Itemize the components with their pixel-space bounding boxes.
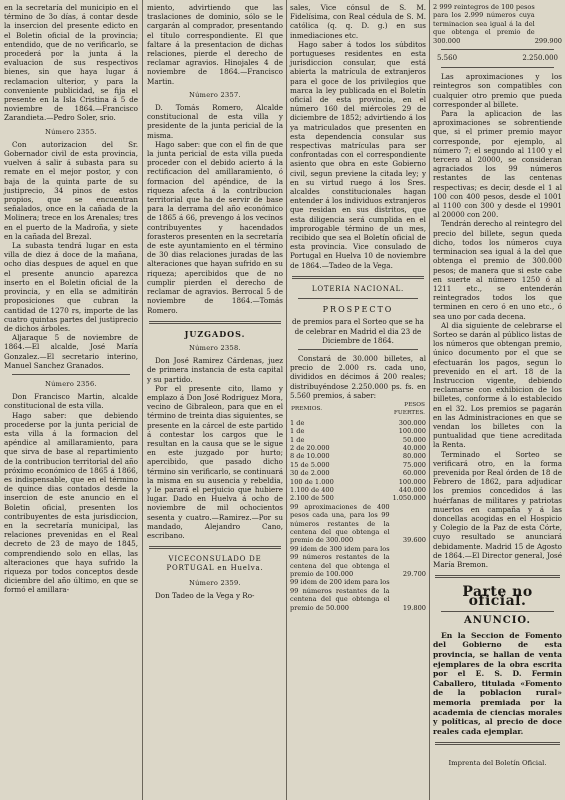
prize-amount: 1.050.000 [392, 494, 426, 503]
separator [149, 321, 281, 324]
announcement-text: En la Seccion de Fomento del Gobierno de esta provincia, se hallan de venta ejemplares de la obra escrita por el E. S. D. Fermin Caballero, titulada «Fomento de la poblacion rural» memoria premiada por la academia de ciencias morales y políticas, al precio de doce reales cada ejemplar. [433, 630, 562, 736]
column-4 [430, 0, 565, 800]
lottery-rule: Al dia siguiente de celebrarse el Sorteo se darán al público listas de los números que obtengan premio, único documento por el que se efectuarán los pagos, segun lo prevenido en el art. 18 de la Instruccion vigente, debiendo reclamarse con exhibicion de los billetes, conforme á lo establecido en el 32. Los premios se pagarán en las Administraciones en que se vendan los billetes con la puntualidad que tiene acreditada la Renta. [433, 320, 562, 450]
notice-number: Número 2358. [189, 343, 241, 352]
prize-label: 8 de 10.000 [290, 452, 330, 461]
notice-number: Número 2356. [45, 379, 97, 388]
mayor-notice: Hago saber: que debiendo procederse por la junta pericial de esta villa á la formacion del apéndice al amillaramiento, para que sirva de base al repartimiento de la contribucion territorial del año próximo económico de 1865 á 1866, es indispensable, que en el término de quince dias contados desde la insercion de este anuncio en el Boletin oficial, presenten los contribuyentes de esta jurisdiccion, en la secretaría municipal, las relaciones prevenidas en el Real decreto de 23 de mayo de 1845, comprendiendo solo en ellas, las alteraciones que haya sufrido la riqueza por todos conceptos desde diciembre del año último, en que se formó el amillara- [4, 410, 138, 595]
total-prizes: 5.560 [437, 54, 458, 63]
auction-signature: Aljaraque 5 de noviembre de 1864.—El alcalde, José María Gonzalez.—El secretario interino, Manuel Sanchez Granados. [4, 333, 138, 370]
edict-ending: en la secretaría del municipio en el término de 3o días, á contar desde la insercion del presente edicto en el Boletin oficial de la provincia; entendido, que de no verificarlo, se procederá por la junta á la evaluacion de sus respectivos bienes, sin que haya lugar á reclamacion ulterior, y para la conveniente publicidad, se fija el presente en la Isla Cristina á 5 de noviembre de 1864.—Francisco Zarandieta.—Pedro Soler, srio. [4, 3, 138, 123]
prize-amount: 50.000 [402, 435, 426, 444]
mayor-heading: D. Tomás Romero, Alcalde constitucional de esta villa y presidente de la junta pericial de la misma. [147, 103, 283, 140]
separator [435, 575, 560, 578]
section-heading: LOTERIA NACIONAL. [311, 284, 405, 293]
approx-amount: 299.900 [534, 36, 562, 45]
mayor-notice: Hago saber: que con el fin de que la junta pericial de esta villa pueda proceder con el debido acierto á la rectificacion del amillaramiento, ó formacion del apéndice, de la riqueza afecta á la contribucion territorial que ha de servir de base para la derrama del año económico de 1865 á 66, prevengo á los vecinos contribuyentes y hacendados forasteros presenten en la secretaría de este ayuntamiento en el término de 30 dias relaciones juradas de las alteraciones que hayan sufrido en su riqueza; apercibidos que de no cumplir pierden el derecho de reclamar de agravios. Berrocal 5 de noviembre de 1864.—Tomás Romero. [147, 139, 283, 315]
approx-label: 2 999 reintegros de 100 pesos para los 2.999 números cuya terminacion sea igual á la del que obtenga el premio de 300.000 [433, 3, 535, 45]
column-2 [144, 0, 286, 800]
judge-summons: Por el presente cito, llamo y emplazo á Don José Rodriguez Mora, vecino de Gibraleon, para que en el término de treinta dias siguientes, se presente en la cárcel de este partido á contestar los cargos que le resultan en la causa que se le sigue en este juzgado por hurto; apercibido, que pasado dicho término sin verificarlo, se continuará la misma en su ausencia y rebeldia, y le parará el perjuicio que hubiere lugar. Dado en Huelva á ocho de noviembre de mil ochocientos sesenta y cuatro.—Ramirez.—Por su mandado, Alejandro Cano, escribano. [147, 383, 283, 540]
total-amount: 2.250.000 [522, 54, 558, 63]
prize-table-continued [433, 3, 562, 45]
notice-continuation: miento, advirtiendo que las traslaciones de dominio, sólo se le cargarán al comprador, presentando el título correspondiente. El que faltare á la presentacion de dichas relaciones, pierde el derecho de reclamar agravios. Hinojales 4 de noviembre de 1864.—Francisco Martin. [147, 3, 283, 86]
approx-label: 99 idem de 200 idem para los 99 números restantes de la centena del que obtenga el premio de 50.000 [290, 578, 390, 612]
table-row [290, 545, 426, 579]
section-heading: VICECONSULADO DE PORTUGAL en Huelva. [166, 555, 264, 573]
column-header: PREMIOS. [291, 406, 323, 413]
prize-table [290, 400, 426, 612]
table-row [290, 478, 426, 486]
consul-notice: Hago saber á todos los súbditos portugueses residentes en esta jurisdiccion consular, que está abierta la matrícula de extranjeros para el goce de los privilegios que marca la ley publicada en el Boletín oficial de esta provincia, en el número 160 del miércoles 29 de diciembre de 1852; advirtiendo á los ya matriculados que presenten en esta dependencia consular sus respectivas matrículas para ser confrontadas con el correspondiente asiento que obra en este Gobierno civil, segun previene la citada ley; y en su virtud ruego á los Sres. alcaldes constitucionales hagan entender á los individuos extranjeros que residan en sus distritos, que esta diligencia será cumplida en el improrogable término de un mes, recibido que sea el Boletín oficial de esta provincia. Vice consulado de Portugal en Huelva 10 de noviembre de 1864.—Tadeo de la Vega. [290, 39, 426, 270]
notice-number: Número 2359. [189, 578, 241, 587]
table-row [290, 461, 426, 469]
table-row [290, 578, 426, 612]
prize-label: 1.100 de 400 [290, 485, 334, 494]
table-row [290, 469, 426, 477]
separator [441, 67, 554, 68]
section-title: Parte no oficial. [462, 584, 533, 610]
table-row [290, 444, 426, 452]
prize-label: 1 de [290, 418, 305, 427]
table-row [290, 486, 426, 494]
prize-label: 1 de [290, 435, 305, 444]
auction-details: La subasta tendrá lugar en esta villa de diez á doce de la mañana, ocho dias despues de aquel en que el presente anuncio aparezca inserto en el Boletin oficial de la provincia, y en ella se admitirán proposiciones que cubran la cantidad de 1270 rs, importe de las cuatro quintas partes del justiprecio de dichos árboles. [4, 241, 138, 333]
separator [298, 349, 418, 350]
lottery-rule: Para la aplicacion de las aproximaciones se sobrentiende que, si el primer premio mayor corresponde, por ejemplo, al número 7; el segundo al 1100 y el tercero al 20000, se consideran agraciados los 99 números restantes de las centenas respectivas; es decir, desde el 1 al 100 con 400 pesos, desde el 1001 al 1100 con 300 y desde el 19901 al 20000 con 200. [433, 109, 562, 220]
lottery-rule: Las aproximaciones y los reintegros son compatibles con cualquier otro premio que pueda corresponder al billete. [433, 72, 562, 109]
prospect-title: PROSPECTO [322, 305, 394, 315]
approx-amount: 39.600 [402, 536, 426, 545]
lottery-rule: Terminado el Sorteo se verificará otro, en la forma prevenida por Real órden de 18 de Febrero de 1862, para adjudicar los premios concedidos á las huérfanas de militares y patriotas muertos en campaña y á las doncellas acogidas en el Hospicio y Colegio de la Paz de esta Córte, cuyo resultado se anunciará debidamente. Madrid 15 de Agosto de 1864.—El Director general, José María Bremon. [433, 449, 562, 569]
separator [441, 49, 554, 50]
prize-amount: 60.000 [402, 469, 426, 478]
lottery-rule: Tendrán derecho al reintegro del precio del billete, segun queda dicho, todos los números cuya terminacion sea igual á la del que obtenga el premio de 300.000 pesos; de manera que si este cabe en suerte al número 1250 ó al 1211 etc., se entenderán reintegrados todos los que terminen en cero ó en uno etc., ó sea uno por cada decena. [433, 219, 562, 321]
prize-amount: 75.000 [402, 460, 426, 469]
mayor-heading: Don Francisco Martin, alcalde constitucional de esta villa. [4, 392, 138, 411]
prize-amount: 80.000 [402, 452, 426, 461]
column-rule [142, 0, 143, 800]
prize-amount: 300.000 [398, 418, 426, 427]
prize-label: 2.100 de 500 [290, 494, 334, 503]
notice-number: Número 2355. [45, 127, 97, 136]
announcement-heading: ANUNCIO. [463, 614, 531, 626]
column-3 [287, 0, 429, 800]
prize-label: 1 de [290, 427, 305, 436]
separator [149, 546, 281, 549]
separator [292, 276, 424, 279]
total-row [437, 54, 558, 63]
separator [298, 298, 418, 299]
notice-number: Número 2357. [189, 90, 241, 99]
consul-heading-continued: sales, Vice cónsul de S. M. Fidelísima, con Real cédula de S. M. católica (q. q. D. g.) en sus inmediaciones etc. [290, 3, 426, 40]
approx-label: 99 aproximaciones de 400 pesos cada una, para los 99 números restantes de la centena del que obtenga el premio de 300.000 [290, 502, 390, 545]
prize-label: 100 de 1.000 [290, 477, 334, 486]
prize-amount: 100.000 [398, 427, 426, 436]
approx-amount: 19.800 [402, 603, 426, 612]
table-row [290, 427, 426, 435]
prospect-subtitle: de premios para el Sorteo que se ha de celebrar en Madrid el dia 23 de Diciembre de 1864. [292, 317, 424, 345]
prize-label: 30 de 2.000 [290, 469, 330, 478]
table-row [290, 419, 426, 427]
table-row [290, 503, 426, 545]
approx-label: 99 idem de 300 idem para los 99 números restantes de la centena del que obtenga el premio de 100.000 [290, 544, 390, 579]
judge-heading: Don José Ramirez Cárdenas, juez de primera instancia de esta capital y su partido. [147, 356, 283, 384]
section-heading: JUZGADOS. [184, 328, 246, 339]
table-row [433, 3, 562, 45]
table-row [290, 452, 426, 460]
separator [441, 611, 554, 612]
table-row [290, 494, 426, 502]
lottery-description: Constará de 30.000 billetes, al precio de 2.000 rs. cada uno, divididos en décimos á 200 reales; distribuyéndose 2.250.000 ps. fs. en 5.560 premios, á saber: [290, 353, 426, 400]
approx-amount: 29.700 [402, 570, 426, 579]
prize-label: 2 de 20.000 [290, 443, 330, 452]
column-1 [1, 0, 141, 800]
prize-label: 15 de 5.000 [290, 460, 330, 469]
table-row [290, 436, 426, 444]
prize-amount: 100.000 [398, 477, 426, 486]
printer-footer: Imprenta del Boletín Oficial. [448, 759, 547, 768]
separator [12, 374, 130, 375]
prize-amount: 440.000 [398, 485, 426, 494]
separator [435, 742, 560, 745]
auction-notice: Con autorizacion del Sr. Gobernador civil de esta provincia, vuelven á salir á subasta para su remate en el mejor postor, y con baja de la quinta parte de su justiprecio, 34 pinos de estos propios, que se encuentran señalados, once en la cañada de la Molinera; trece en los Arenales; tres en el puerto de la Madroña, y siete en la cañada del Brezal. [4, 139, 138, 241]
column-header: PESOS FUERTES. [393, 401, 425, 417]
prize-amount: 40.000 [402, 443, 426, 452]
consul-heading: Don Tadeo de la Vega y Ro- [155, 590, 255, 600]
